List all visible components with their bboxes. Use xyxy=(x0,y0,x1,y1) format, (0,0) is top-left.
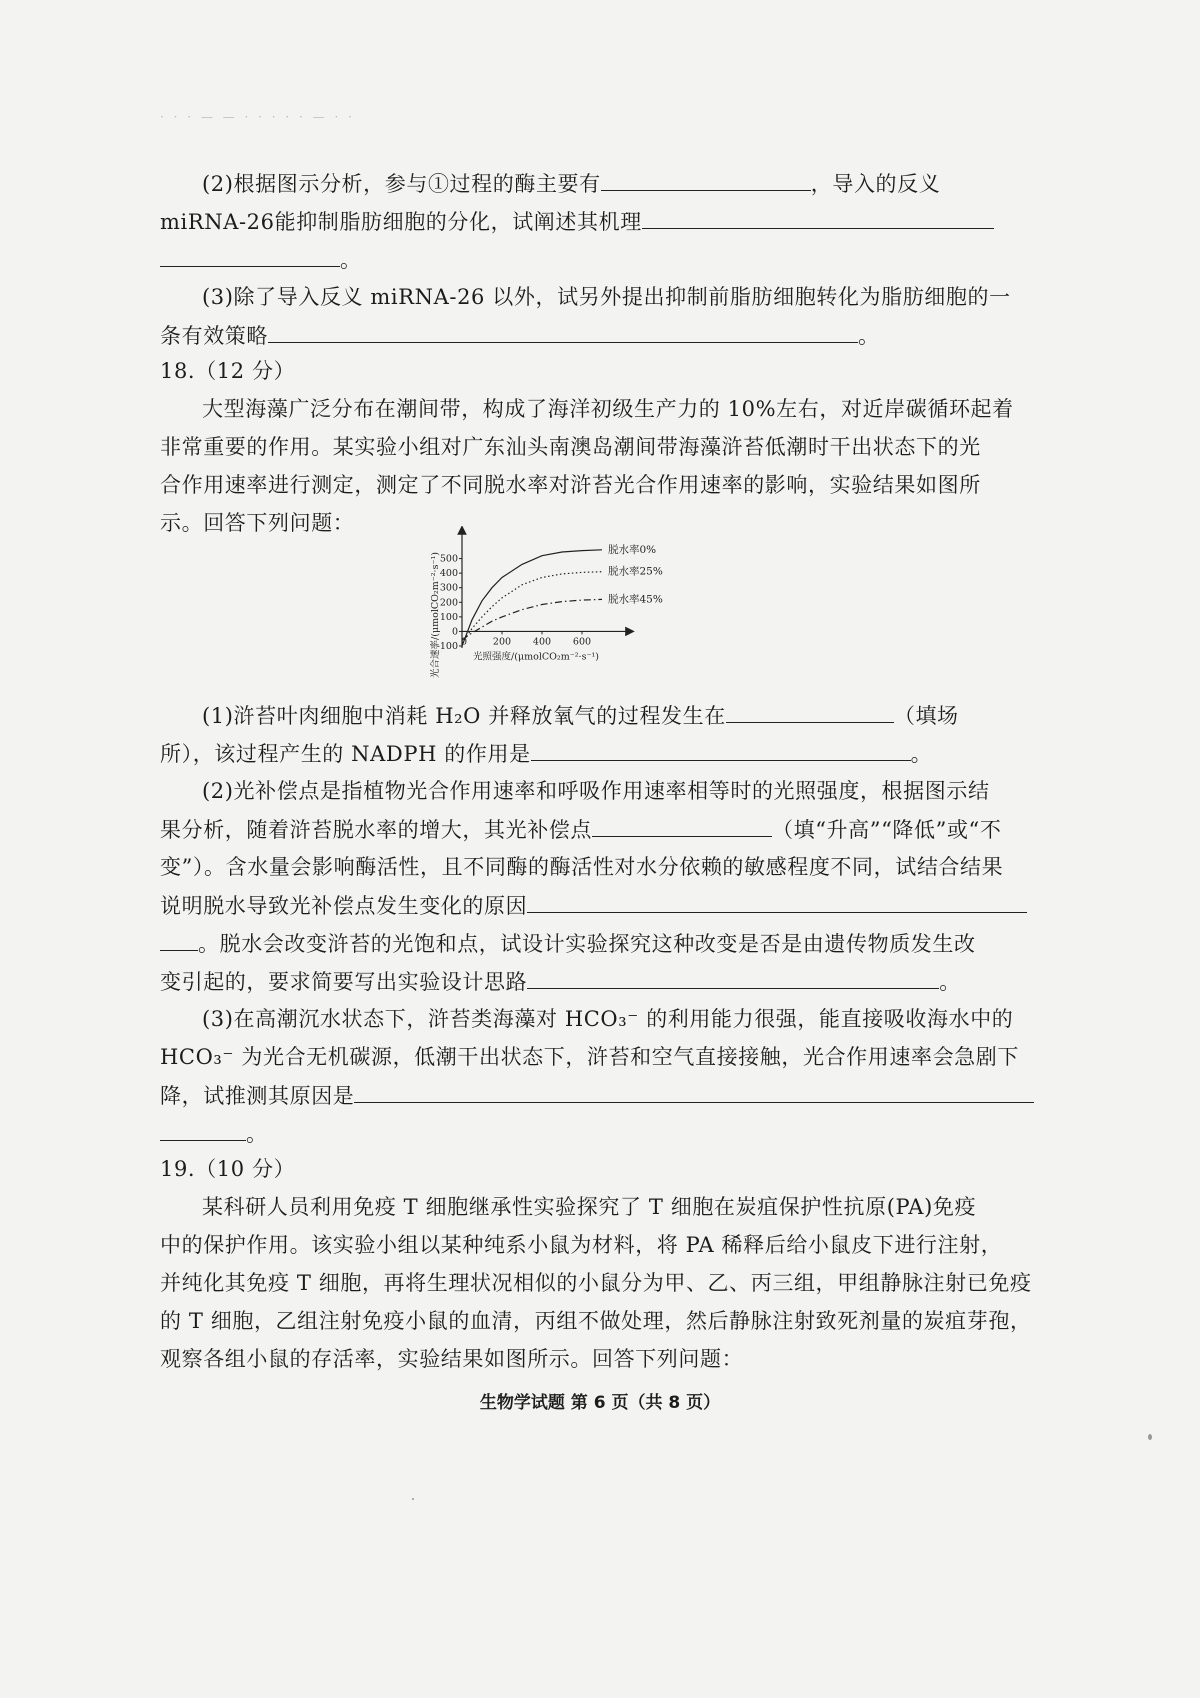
q18-intro-line2: 非常重要的作用。某实验小组对广东汕头南澳岛潮间带海藻浒苔低潮时干出状态下的光 xyxy=(160,435,981,459)
q19-intro-line1: 某科研人员利用免疫 T 细胞继承性实验探究了 T 细胞在炭疽保护性抗原(PA)免疫 xyxy=(202,1195,977,1219)
q18-intro-line4: 示。回答下列问题： xyxy=(160,511,355,535)
q18-part3-line3: 降，试推测其原因是 xyxy=(160,1080,1040,1111)
q18-intro-line3: 合作用速率进行测定，测定了不同脱水率对浒苔光合作用速率的影响，实验结果如图所 xyxy=(160,473,981,497)
q18-part2-line5: 。脱水会改变浒苔的光饱和点，试设计实验探究这种改变是否是由遗传物质发生改 xyxy=(160,928,1040,959)
series-label: 脱水率25% xyxy=(608,565,663,578)
q19-intro-line3: 并纯化其免疫 T 细胞，再将生理状况相似的小鼠分为甲、乙、丙三组，甲组静脉注射已免疫 xyxy=(160,1271,1032,1295)
q18-heading: 18.（12 分） xyxy=(160,359,296,383)
q18-part2-line6: 变引起的，要求简要写出实验设计思路 。 xyxy=(160,966,1040,997)
answer-blank[interactable] xyxy=(642,206,994,229)
x-tick-label: 200 xyxy=(492,636,512,648)
x-tick-label: 0 xyxy=(460,636,468,648)
series-label: 脱水率0% xyxy=(608,543,657,556)
answer-blank[interactable] xyxy=(726,700,894,723)
answer-blank[interactable] xyxy=(592,814,772,837)
y-tick-label: -100 xyxy=(436,641,458,652)
scan-noise: · · · — — · · · · · — · · xyxy=(160,110,355,124)
q18-part3-line1: (3)在高潮沉水状态下，浒苔类海藻对 HCO₃⁻ 的利用能力很强，能直接吸收海水中的 xyxy=(202,1007,1014,1031)
answer-blank[interactable] xyxy=(527,890,1027,913)
q18-part1-line2: 所），该过程产生的 NADPH 的作用是 。 xyxy=(160,738,1040,769)
q18-part3-line2: HCO₃⁻ 为光合无机碳源，低潮干出状态下，浒苔和空气直接接触，光合作用速率会急剧下 xyxy=(160,1045,1019,1069)
answer-blank[interactable] xyxy=(160,244,340,267)
q18-part2-line4: 说明脱水导致光补偿点发生变化的原因 xyxy=(160,890,1040,921)
q17-part3-line1: (3)除了导入反义 miRNA-26 以外，试另外提出抑制前脂肪细胞转化为脂肪细胞的一 xyxy=(202,285,1011,309)
q18-part2-line1: (2)光补偿点是指植物光合作用速率和呼吸作用速率相等时的光照强度，根据图示结 xyxy=(202,779,990,803)
answer-blank[interactable] xyxy=(531,738,911,761)
y-tick-label: 0 xyxy=(451,626,458,638)
q17-part2-line2: miRNA-26能抑制脂肪细胞的分化，试阐述其机理 xyxy=(160,206,1040,237)
q18-part1-line1: (1)浒苔叶肉细胞中消耗 H₂O 并释放氧气的过程发生在 （填场 xyxy=(160,700,1082,731)
q18-part3-line4: 。 xyxy=(160,1118,1040,1149)
q19-heading: 19.（10 分） xyxy=(160,1157,296,1181)
q18-part2-line2: 果分析，随着浒苔脱水率的增大，其光补偿点 （填“升高”“降低”或“不 xyxy=(160,814,1040,845)
answer-blank[interactable] xyxy=(160,928,198,951)
series-label: 脱水率45% xyxy=(608,593,663,606)
q19-intro-line5: 观察各组小鼠的存活率，实验结果如图所示。回答下列问题： xyxy=(160,1347,744,1371)
answer-blank[interactable] xyxy=(601,168,811,191)
answer-blank[interactable] xyxy=(354,1080,1034,1103)
scan-speck xyxy=(1148,1434,1152,1440)
q17-part2-line1: (2)根据图示分析，参与①过程的酶主要有 ，导入的反义 xyxy=(160,168,1082,199)
y-tick-label: 100 xyxy=(439,611,458,623)
q17-part3-line2: 条有效策略 。 xyxy=(160,320,1040,351)
page-footer: 生物学试题 第 6 页（共 8 页） xyxy=(479,1393,721,1413)
q19-intro-line2: 中的保护作用。该实验小组以某种纯系小鼠为材料，将 PA 稀释后给小鼠皮下进行注射， xyxy=(160,1233,1003,1257)
answer-blank[interactable] xyxy=(527,966,939,989)
x-tick-label: 400 xyxy=(532,636,552,648)
y-tick-label: 200 xyxy=(439,597,458,609)
series-line xyxy=(462,599,602,640)
x-axis-label: 光照强度/(μmolCO₂m⁻²·s⁻¹) xyxy=(473,651,599,663)
q18-intro-line1: 大型海藻广泛分布在潮间带，构成了海洋初级生产力的 10%左右，对近岸碳循环起着 xyxy=(202,397,1014,421)
answer-blank[interactable] xyxy=(160,1118,246,1141)
y-tick-label: 300 xyxy=(439,582,458,594)
q19-intro-line4: 的 T 细胞，乙组注射免疫小鼠的血清，丙组不做处理，然后静脉注射致死剂量的炭疽芽孢， xyxy=(160,1309,1032,1333)
y-axis-label: 光合速率/(μmolCO₂m⁻²·s⁻¹) xyxy=(430,552,441,678)
answer-blank[interactable] xyxy=(268,320,858,343)
x-tick-label: 600 xyxy=(572,636,592,648)
q17-part2-line3: 。 xyxy=(160,244,1040,275)
y-tick-label: 500 xyxy=(439,553,458,565)
scan-speck xyxy=(412,1498,414,1500)
q18-part2-line3: 变”）。含水量会影响酶活性，且不同酶的酶活性对水分依赖的敏感程度不同，试结合结果 xyxy=(160,855,1004,879)
y-tick-label: 400 xyxy=(439,568,458,580)
photosynthesis-rate-chart xyxy=(430,526,730,706)
